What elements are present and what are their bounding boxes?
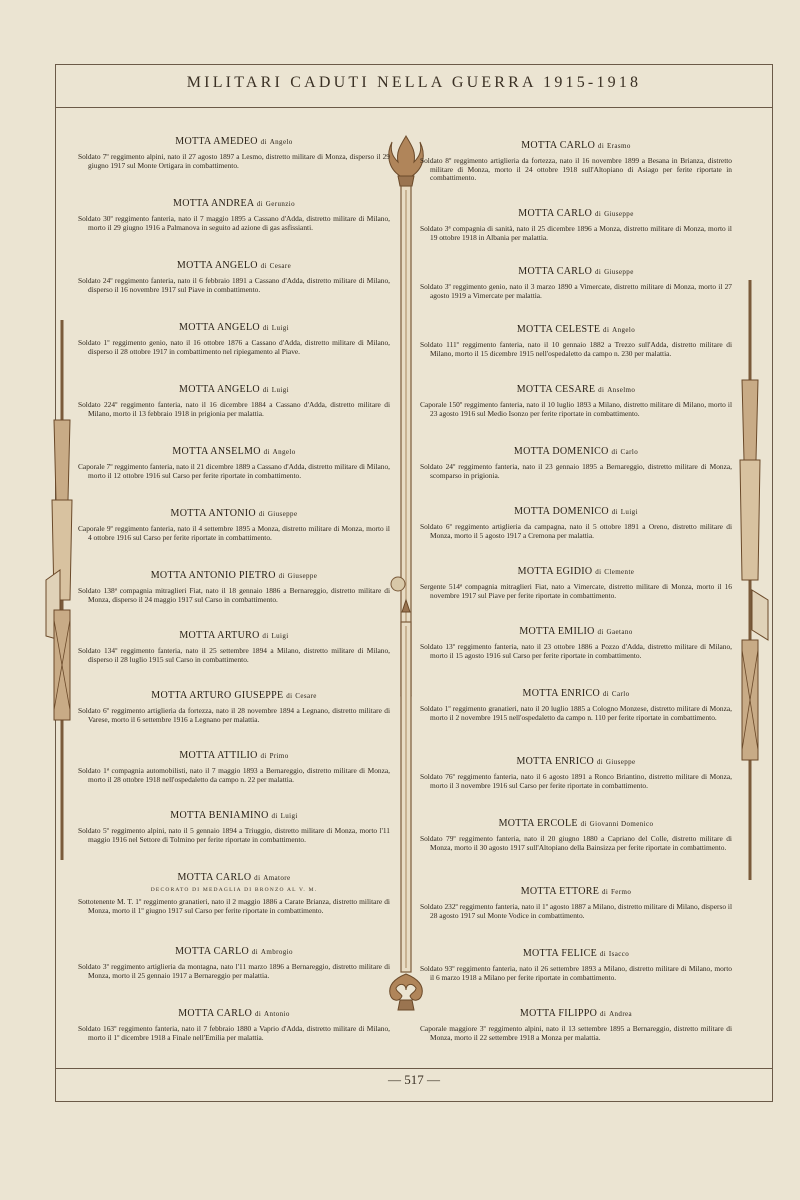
entry-name: MOTTA ANGELO di Luigi [179, 322, 289, 333]
entry-text: Soldato 76º reggimento fanteria, nato il 6 agosto 1891 a Ronco Briantino, distretto militare di Monza, morto il 3 novembre 1916 sul Carso per ferite riportate in combattimento. [420, 772, 732, 790]
entry [420, 1008, 732, 1042]
entry-name: MOTTA DOMENICO di Luigi [514, 506, 638, 517]
entry-name: MOTTA FILIPPO di Andrea [519, 1008, 633, 1019]
entry-text: Soldato 138ª compagnia mitraglieri Fiat, nato il 18 gennaio 1886 a Bernareggio, distretto militare di Monza, disperso il 24 maggio 1917 sul Carso in combattimento. [78, 586, 390, 604]
entry [420, 948, 732, 982]
entry-text: Soldato 30º reggimento fanteria, nato il 7 maggio 1895 a Cassano d'Adda, distretto militare di Milano, morto il 29 giugno 1916 a Palmanova in seguito ad azione di gas asfissianti. [78, 214, 390, 232]
entry [78, 570, 390, 604]
entry-text: Soldato 7º reggimento alpini, nato il 27 agosto 1897 a Lesmo, distretto militare di Monza, disperso il 29 giugno 1917 sul Monte Ortigara in combattimento. [78, 152, 390, 170]
entry [78, 198, 390, 232]
entry-name: MOTTA DOMENICO di Carlo [513, 446, 639, 457]
footer-rule [55, 1068, 773, 1069]
entry-name: MOTTA ANTONIO di Giuseppe [170, 508, 298, 519]
entry [420, 140, 732, 183]
entry [420, 566, 732, 600]
entry [420, 756, 732, 790]
entry-text: Caporale maggiore 3º reggimento alpini, nato il 13 settembre 1895 a Bernareggio, distretto militare di Monza, morto il 22 settembre 1918 a Monza per malattia. [420, 1024, 732, 1042]
left-rifle-ornament [40, 320, 80, 880]
entry [78, 384, 390, 418]
entry-text: Soldato 3º reggimento artiglieria da montagna, nato l'11 marzo 1896 a Bernareggio, distretto militare di Monza, morto il 25 gennaio 1917 a Bernareggio per malattia. [78, 962, 390, 980]
entry [420, 384, 732, 418]
entry [78, 260, 390, 294]
entry-name: MOTTA FELICE di Isacco [522, 948, 630, 959]
entry [78, 508, 390, 542]
entry-name: MOTTA ERCOLE di Giovanni Domenico [498, 818, 654, 829]
entry [78, 1008, 390, 1042]
entry-text: Soldato 79º reggimento fanteria, nato il 20 giugno 1880 a Capriano del Colle, distretto militare di Monza, morto il 30 agosto 1917 sull'Altopiano della Bainsizza per ferite riportate in combattimento. [420, 834, 732, 852]
entry-name: MOTTA CARLO di Giuseppe [518, 208, 634, 219]
entry-text: Soldato 24º reggimento fanteria, nato il 23 gennaio 1895 a Bernareggio, distretto militare di Monza, scomparso in prigionia. [420, 462, 732, 480]
entry-name: MOTTA CARLO di Antonio [178, 1008, 290, 1019]
entry-text: Sottotenente M. T. 1º reggimento granatieri, nato il 2 maggio 1886 a Carate Brianza, distretto militare di Monza, morto il 1º giugno 1917 sul Carso per ferite riportate in combattimento. [78, 897, 390, 915]
entry [78, 136, 390, 170]
entry-name: MOTTA ARTURO di Luigi [179, 630, 289, 641]
entry-text: Soldato 1ª compagnia automobilisti, nato il 7 maggio 1893 a Bernareggio, distretto militare di Monza, morto il 28 ottobre 1918 nell'ospedaletto da campo n. 22 per malattia. [78, 766, 390, 784]
entry [78, 872, 390, 915]
entry-name: MOTTA CARLO di Erasmo [521, 140, 631, 151]
entry-name: MOTTA ARTURO GIUSEPPE di Cesare [151, 690, 317, 701]
entry-name: MOTTA BENIAMINO di Luigi [170, 810, 298, 821]
right-rifle-ornament [730, 280, 774, 900]
entry-text: Soldato 3ª compagnia di sanità, nato il 25 dicembre 1896 a Monza, distretto militare di Monza, morto il 19 ottobre 1918 in Albania per malattia. [420, 224, 732, 242]
entry [78, 810, 390, 844]
entry-text: Caporale 9º reggimento fanteria, nato il 4 settembre 1895 a Monza, distretto militare di Monza, morto il 4 ottobre 1916 sul Carso per ferite riportate in combattimento. [78, 524, 390, 542]
entry-text: Soldato 1º reggimento genio, nato il 16 ottobre 1876 a Cassano d'Adda, distretto militare di Milano, disperso il 28 ottobre 1917 in combattimento nel ripiegamento al Piave. [78, 338, 390, 356]
entry-name: MOTTA ANGELO di Luigi [179, 384, 289, 395]
entry-name: MOTTA CELESTE di Angelo [516, 324, 636, 335]
entry-text: Soldato 232º reggimento fanteria, nato il 1º agosto 1887 a Milano, distretto militare di Milano, disperso il 28 agosto 1917 sul Monte Vodice in combattimento. [420, 902, 732, 920]
entry-name: MOTTA ANSELMO di Angelo [172, 446, 296, 457]
entry [78, 750, 390, 784]
entry-text: Caporale 150º reggimento fanteria, nato il 10 luglio 1893 a Milano, distretto militare di Milano, morto il 23 agosto 1916 sul Medio Isonzo per ferite riportate in combattimento. [420, 400, 732, 418]
entry-text: Soldato 6º reggimento artiglieria da fortezza, nato il 28 novembre 1894 a Legnano, distretto militare di Varese, morto il 6 settembre 1916 a Legnano per malattia. [78, 706, 390, 724]
entry-name: MOTTA ANDREA di Gerunzio [173, 198, 295, 209]
entry-text: Soldato 8º reggimento artiglieria da fortezza, nato il 16 novembre 1899 a Besana in Brianza, distretto militare di Monza, morto il 24 ottobre 1918 sull'Altopiano di Asiago per ferite riportate in combattimento. [420, 156, 732, 183]
page-number: — 517 — [388, 1072, 440, 1087]
entry-name: MOTTA ATTILIO di Primo [179, 750, 289, 761]
entry-text: Caporale 7º reggimento fanteria, nato il 21 dicembre 1889 a Cassano d'Adda, distretto militare di Milano, morto il 12 ottobre 1916 sul Carso per ferite riportate in combattimento. [78, 462, 390, 480]
entry-text: Soldato 224º reggimento fanteria, nato il 16 dicembre 1884 a Cassano d'Adda, distretto militare di Milano, morto il 13 febbraio 1918 in prigionia per malattia. [78, 400, 390, 418]
entry [78, 946, 390, 980]
entry [420, 506, 732, 540]
entry-text: Soldato 5º reggimento alpini, nato il 5 gennaio 1894 a Triuggio, distretto militare di Monza, morto l'11 maggio 1916 nel Settore di Tolmino per ferite riportate in combattimento. [78, 826, 390, 844]
page-title: MILITARI CADUTI NELLA GUERRA 1915-1918 [186, 74, 642, 91]
entry-name: MOTTA EGIDIO di Clemente [517, 566, 635, 577]
entry [420, 446, 732, 480]
entry-name: MOTTA ANTONIO PIETRO di Giuseppe [150, 570, 318, 581]
entry [78, 630, 390, 664]
entry-text: Soldato 93º reggimento fanteria, nato il 26 settembre 1893 a Milano, distretto militare di Milano, morto il 6 marzo 1918 a Milano per ferite riportate in combattimento. [420, 964, 732, 982]
entry [420, 626, 732, 660]
entry [78, 446, 390, 480]
entry-name: MOTTA CARLO di Amatore [177, 872, 291, 883]
entry [420, 208, 732, 242]
entry [78, 322, 390, 356]
entry-name: MOTTA ENRICO di Giuseppe [516, 756, 636, 767]
entry-text: Soldato 1º reggimento granatieri, nato il 20 luglio 1885 a Cologno Monzese, distretto militare di Monza, morto il 2 novembre 1915 nell'ospedaletto da campo n. 110 per ferite riportate in combattimento. [420, 704, 732, 722]
header-rule [55, 107, 773, 108]
entry [420, 266, 732, 300]
entry [420, 886, 732, 920]
entry-name: MOTTA CARLO di Ambrogio [175, 946, 293, 957]
entry-text: Soldato 6º reggimento artiglieria da campagna, nato il 5 ottobre 1891 a Oreno, distretto militare di Monza, morto il 5 agosto 1917 a Cremona per malattia. [420, 522, 732, 540]
entry-text: Soldato 24º reggimento fanteria, nato il 6 febbraio 1891 a Cassano d'Adda, distretto militare di Milano, disperso il 16 novembre 1917 sul Piave in combattimento. [78, 276, 390, 294]
entry-text: Soldato 3º reggimento genio, nato il 3 marzo 1890 a Vimercate, distretto militare di Monza, morto il 27 agosto 1919 a Vimercate per malattia. [420, 282, 732, 300]
entry-text: Soldato 134º reggimento fanteria, nato il 25 settembre 1894 a Milano, distretto militare di Milano, disperso il 28 luglio 1915 sul Carso in combattimento. [78, 646, 390, 664]
entry-name: MOTTA CARLO di Giuseppe [518, 266, 634, 277]
entry-name: MOTTA ENRICO di Carlo [522, 688, 630, 699]
entry-text: Soldato 163º reggimento fanteria, nato il 7 febbraio 1880 a Vaprio d'Adda, distretto militare di Milano, morto il 1º dicembre 1918 a Finale nell'Emilia per malattia. [78, 1024, 390, 1042]
entry-text: Sergente 514ª compagnia mitraglieri Fiat, nato a Vimercate, distretto militare di Monza, morto il 16 novembre 1917 sul Piave per ferite riportate in combattimento. [420, 582, 732, 600]
entry-name: MOTTA CESARE di Anselmo [516, 384, 636, 395]
entry-name: MOTTA EMILIO di Gaetano [519, 626, 633, 637]
decoration-note: DECORATO DI MEDAGLIA DI BRONZO AL V. M. [150, 887, 318, 893]
entry-name: MOTTA ANGELO di Cesare [176, 260, 292, 271]
entry [420, 818, 732, 852]
entry [420, 324, 732, 358]
entry [420, 688, 732, 722]
entry-name: MOTTA AMEDEO di Angelo [175, 136, 293, 147]
entry-text: Soldato 13º reggimento fanteria, nato il 23 ottobre 1886 a Pozzo d'Adda, distretto militare di Milano, morto il 15 agosto 1916 sul Carso per ferite riportate in combattimento. [420, 642, 732, 660]
entry-name: MOTTA ETTORE di Fermo [520, 886, 632, 897]
entry [78, 690, 390, 724]
entry-text: Soldato 111º reggimento fanteria, nato il 10 gennaio 1882 a Trezzo sull'Adda, distretto militare di Milano, morto il 15 dicembre 1915 nell'ospedaletto da campo n. 230 per malattia. [420, 340, 732, 358]
